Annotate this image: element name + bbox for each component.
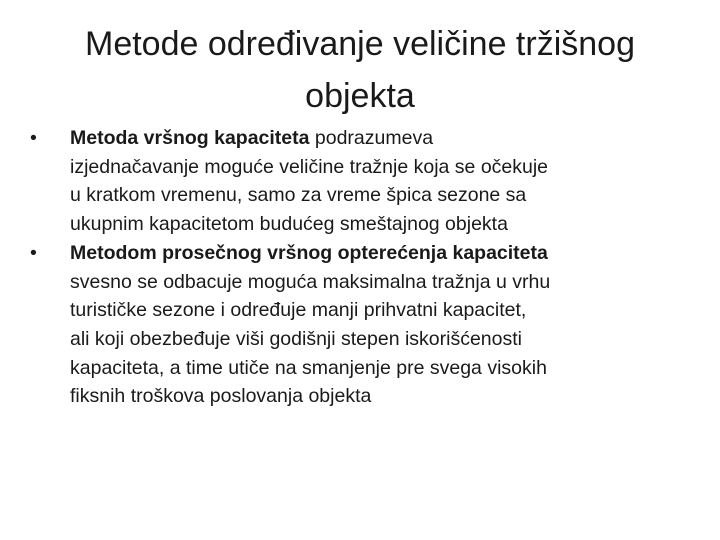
bullet-item-vrsni-kapacitet xyxy=(30,124,695,239)
bullet-bold-term: Metodom prosečnog vršnog opterećenja kapaciteta xyxy=(70,241,548,264)
bullet-text-line: izjednačavanje moguće veličine tražnje koja se očekuje xyxy=(70,155,549,178)
bullet-text: podrazumeva xyxy=(309,127,434,149)
bullet-text-line: turističke sezone i određuje manji prihvatni kapacitet, xyxy=(70,299,527,322)
bullet-icon: • xyxy=(30,241,37,264)
bullet-icon: • xyxy=(30,127,37,149)
bullet-text-line: ali koji obezbeđuje viši godišnji stepen iskorišćenosti xyxy=(70,327,522,350)
bullet-text-line: svesno se odbacuje moguća maksimalna tražnja u vrhu xyxy=(70,270,551,293)
bullet-first-line xyxy=(70,239,695,268)
slide-title-line: Metode određivanje veličine tržišnog xyxy=(85,25,635,63)
bullet-text-line: ukupnim kapacitetom budućeg smeštajnog objekta xyxy=(70,213,508,236)
bullet-text-line: kapaciteta, a time utiče na smanjenje pre svega visokih xyxy=(70,356,547,379)
bullet-text-line: u kratkom vremenu, samo za vreme špica sezone sa xyxy=(70,184,527,207)
bullet-first-line xyxy=(70,124,695,153)
bullet-bold-term: Metoda vršnog kapaciteta xyxy=(70,127,310,149)
slide-title xyxy=(40,18,680,122)
slide-title-line: objekta xyxy=(305,77,415,115)
bullet-list xyxy=(30,124,695,411)
bullet-item-prosecno-opterecenje xyxy=(30,239,695,411)
bullet-text-line: fiksnih troškova poslovanja objekta xyxy=(70,385,372,408)
